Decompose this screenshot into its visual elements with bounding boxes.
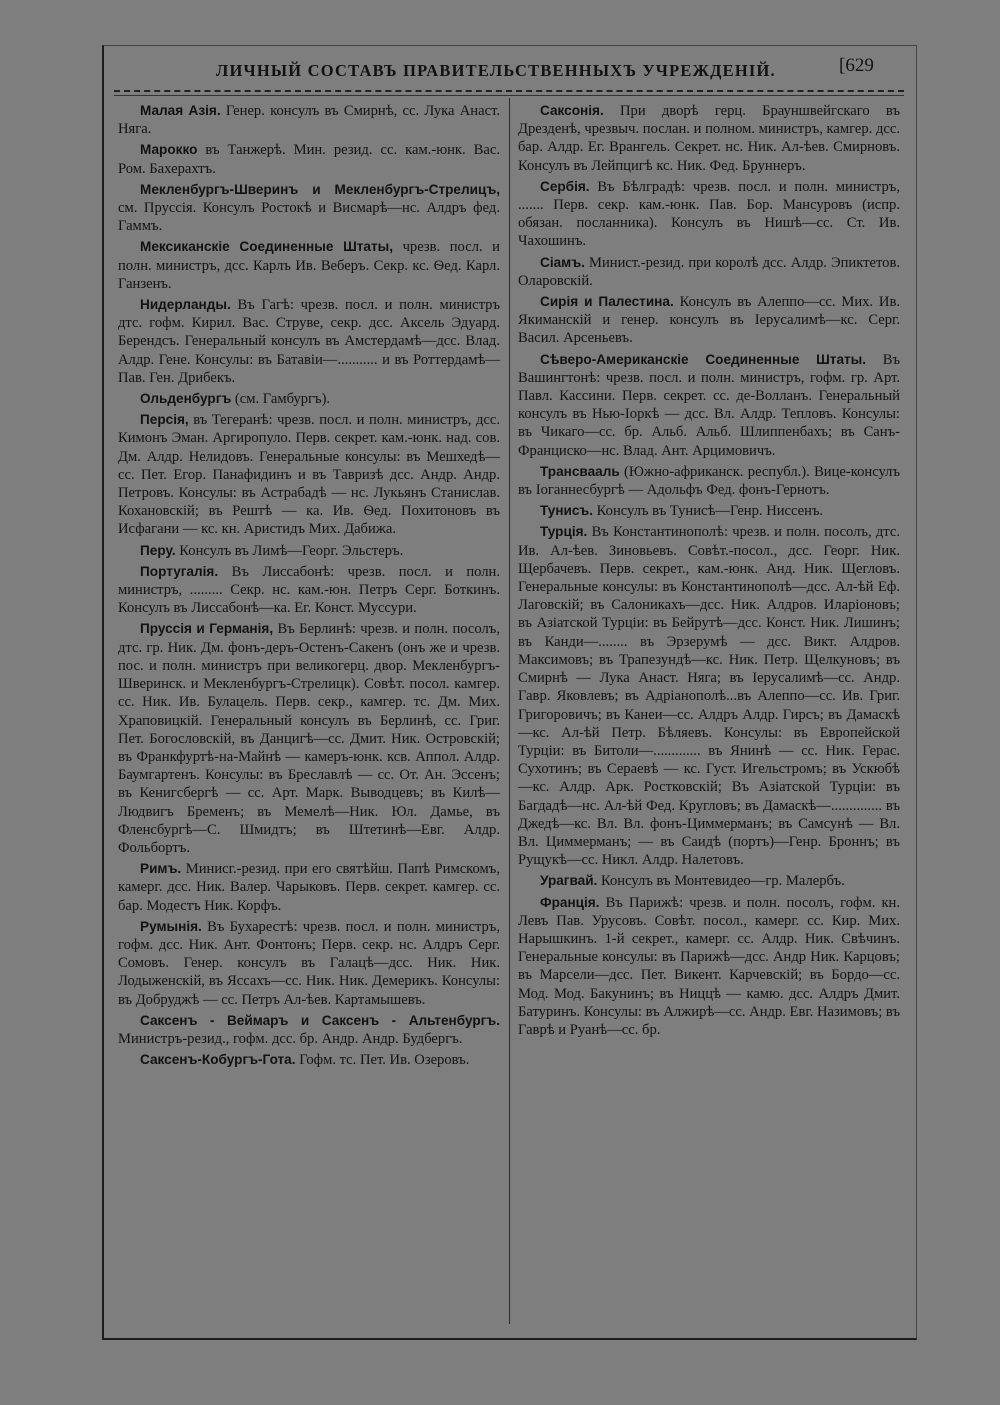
entry-heading: Франція.: [540, 894, 600, 910]
entry-text: Въ Парижѣ: чрезв. и полн. посолъ, гофм. кн. Левъ Пав. Урусовъ. Совѣт. посол., камерг. сс. Кир. Мих. Нарышкинъ. 1-й секрет., камерг. сс. Алдр. Ник. Свѣчинъ. Генеральные консулы: въ Парижѣ—дсс. Андр Ник. Карцовъ; въ Марсели—дсс. Пет. Викент. Карчевскій; въ Бордо—сс. Мод. Мод. Бакунинъ; въ Ниццѣ — камю. дсс. Алдръ Дмит. Батуринъ. Консулы: въ Алжирѣ—сс. Андр. Евг. Назимовъ; въ Гаврѣ и Руанѣ—сс. бр.: [518, 894, 900, 1038]
entry: [118, 238, 500, 293]
header-ornament-rule: [114, 90, 904, 92]
entry-heading: Саксенъ - Веймаръ и Саксенъ - Альтенбургъ.: [140, 1012, 500, 1028]
entry: [518, 523, 900, 869]
entry-text: въ Тегеранѣ: чрезв. посл. и полн. министръ, дсс. Кимонъ Эман. Аргиропуло. Перв. секрет. кам.-юнк. над. сов. Дм. Алдр. Нелидовъ. Генеральные консулы: въ Мешхедѣ—сс. Пет. Егор. Панафидинъ и въ Тавризѣ дсс. Андр. Андр. Петровъ. Консулы: въ Астрабадѣ — нс. Лукьянъ Станислав. Кохановскій; въ Рештѣ — ка. Ив. Ѳед. Похитоновъ въ Исфагани — кс. кн. Аристидъ Мих. Дабижа.: [118, 412, 500, 538]
entry-text: Въ Бѣлградѣ: чрезв. посл. и полн. министръ, ....... Перв. секр. кам.-юнк. Пав. Бор. Мансуровъ (испр. обязан. посланника). Консулъ въ Нишѣ—сс. Ст. Ив. Чахошинъ.: [518, 178, 900, 250]
entry: [518, 254, 900, 290]
entry-heading: Римъ.: [140, 861, 182, 877]
entry-text: Въ Константинополѣ: чрезв. и полн. посолъ, дтс. Ив. Ал-ѣев. Зиновьевъ. Совѣт.-посол., дсс. Георг. Ник. Щербачевъ. Перв. секрет., кам.-юнк. Анд. Ник. Щегловъ. Генеральные консулы: въ Константинополѣ—дсс. Ал-ѣй Еф. Лаговскій; въ Салоникахъ—дсс. Ник. Алдров. Иларіоновъ; въ Азіатской Турціи: въ Бейрутѣ—дсс. Конст. Ник. Лишинъ; въ Канди—........ въ Эрзерумѣ — дсс. Викт. Алдров. Максимовъ; въ Трапезундѣ—кс. Ник. Петр. Щелкуновъ; въ Смирнѣ — Лука Анаст. Няга; въ Іерусалимѣ—сс. Андр. Гавр. Яковлевъ; въ Адріанополѣ...въ Алеппо—сс. Ив. Григ. Григоровичъ; въ Канеи—сс. Алдръ Алдр. Гирсъ; въ Дамаскѣ—кс. Ал-ѣй Петр. Бѣляевъ. Консулы: въ Европейской Турціи: въ Битоли—............. въ Янинѣ — сс. Ник. Герас. Сухотинъ; въ Сераевѣ — кс. Густ. Игельстромъ; въ Ускюбѣ—кс. Алдр. Арк. Ростковскій; Въ Азіатской Турціи: въ Багдадѣ—нс. Ал-ѣй Фед. Кругловъ; въ Дамаскѣ—.............. въ Джедѣ—кс. Вл. Вл. фонъ-Циммерманъ; въ Самсунѣ — Вл. Вл. Циммерманъ; — въ Саидѣ (портъ)—Генр. Броннъ; въ Рущукѣ—сс. Никл. Алдр. Налетовъ.: [518, 524, 900, 869]
entry-text: Въ Вашингтонѣ: чрезв. посл. и полн. министръ, гофм. гр. Арт. Павл. Кассини. Перв. секрет. сс. де-Волланъ. Генеральный консулъ въ Нью-Іоркѣ — дсс. Вл. Алдр. Тепловъ. Консулы: въ Чикаго—сс. бр. Альб. Альб. Шлиппенбахъ; въ Санъ-Франциско—нс. Влад. Ант. Арцимовичъ.: [518, 351, 900, 459]
entry-text: Минист.-резид. при королѣ дсс. Алдр. Эпиктетов. Оларовскій.: [518, 254, 901, 289]
entry: [118, 411, 500, 538]
entry-heading: Ольденбургъ: [140, 391, 232, 407]
entry: [118, 620, 500, 857]
entry: [518, 894, 900, 1040]
entry-text: Минисг.-резид. при его святѣйш. Папѣ Римскомъ, камерг. дсс. Ник. Валер. Чарыковъ. Перв. секрет. камгер. сс. бар. Модестъ Ник. Корфъ.: [118, 861, 500, 914]
entry-heading: Саксонія.: [540, 103, 604, 118]
entry-heading: Мекленбургъ-Шверинъ и Мекленбургъ-Стрелицъ,: [140, 181, 500, 197]
entry-heading: Малая Азія.: [140, 103, 221, 118]
entry-text: Консулъ въ Монтевидео—гр. Малербъ.: [601, 873, 845, 890]
entry-text: (Южно-африканск. республ.). Вице-консулъ въ Іоганнесбургѣ — Адольфъ Фед. фонъ-Гернотъ.: [518, 463, 900, 499]
entry-heading: Нидерланды.: [140, 297, 231, 313]
entry: [518, 463, 900, 499]
entry-heading: Мексиканскіе Соединенные Штаты,: [140, 239, 394, 255]
entry-heading: Марокко: [140, 142, 198, 158]
entry: [118, 296, 500, 387]
entry: [118, 102, 500, 138]
entry: [518, 872, 900, 890]
entry-text: см. Пруссія. Консулъ Ростокѣ и Висмарѣ—нс. Алдръ фед. Гаммъ.: [118, 200, 500, 235]
running-title: ЛИЧНЫЙ СОСТАВЪ ПРАВИТЕЛЬСТВЕННЫХЪ УЧРЕЖДЕНІЙ.: [216, 61, 776, 80]
entry-heading: Сербія.: [540, 178, 590, 194]
entry-text: въ Танжерѣ. Мин. резид. сс. кам.-юнк. Вас. Ром. Бахерахтъ.: [118, 142, 500, 177]
entry: [118, 181, 500, 236]
entry-text: (см. Гамбургъ).: [234, 391, 331, 408]
entry-text: Министръ-резид., гофм. дсс. бр. Андр. Андр. Будбергъ.: [118, 1030, 463, 1047]
entry-heading: Перу.: [140, 542, 176, 558]
entry-text: Въ Бухарестѣ: чрезв. посл. и полн. министръ, гофм. дсс. Ник. Ант. Фонтонъ; Перв. секр. нс. Алдръ Серг. Сомовъ. Генер. консулъ въ Галацѣ—дсс. Ник. Ник. Лодыженскій, въ Яссахъ—сс. Ник. Ник. Демерикъ. Консулы: въ Добруджѣ — сс. Петръ Ал-ѣев. Картамышевъ.: [118, 918, 500, 1008]
entry-text: чрезв. посл. и полн. министръ, дсс. Карлъ Ив. Веберъ. Секр. кс. Ѳед. Карл. Ганзенъ.: [118, 239, 500, 292]
entry-heading: Тунисъ.: [540, 503, 593, 519]
entry-heading: Пруссія и Германія,: [140, 621, 274, 637]
entry-text: Гофм. тс. Пет. Ив. Озеровъ.: [299, 1052, 470, 1069]
book-page: [102, 45, 917, 1340]
entry-text: Консулъ въ Лимѣ—Георг. Эльстеръ.: [179, 542, 404, 559]
right-column: [518, 102, 900, 1042]
entry: [118, 390, 500, 408]
entry-text: Въ Берлинѣ: чрезв. и полн. посолъ, дтс. гр. Ник. Дм. фонъ-деръ-Остенъ-Сакенъ (онъ же и чрезв. пос. и полн. министръ при великогерц. двор. Мекленбургъ-Шверинск. и Мекленбургъ-Стрелицк). Совѣт. посол. камгер. сс. Ник. Ив. Булацель. Перв. секр., камгер. тс. Дм. Мих. Храповицкій. Генеральный консулъ въ Берлинѣ, сс. Григ. Пет. Богословскій, въ Данцигѣ—сс. Дмит. Ник. Островскій; въ Франкфуртѣ-на-Майнѣ — камеръ-юнк. ксв. Аппол. Алдр. Баумгартенъ. Консулы: въ Бреславлѣ — сс. От. Ан. Эссенъ; въ Кенигсбергѣ — сс. Арт. Марк. Выводцевъ; въ Килѣ—Людвигъ Бременъ; въ Мемелѣ—Ник. Юл. Дамье, въ Фленсбургѣ—С. Шмидтъ; въ Штетинѣ—Евг. Алдр. Фольбортъ.: [118, 621, 500, 856]
entry-heading: Урагвай.: [540, 873, 598, 889]
entry: [118, 542, 500, 560]
entry: [518, 178, 900, 251]
entry: [518, 293, 900, 348]
header-rule: [114, 95, 904, 96]
entry-heading: Трансвааль: [540, 463, 620, 479]
entry-heading: Сирія и Палестина.: [540, 294, 674, 310]
entry: [118, 860, 500, 915]
entry: [118, 1051, 500, 1069]
entry: [118, 918, 500, 1009]
entry-text: Генер. консулъ въ Смирнѣ, сс. Лука Анаст. Няга.: [118, 103, 500, 138]
entry: [518, 102, 900, 175]
entry-text: Въ Гагѣ: чрезв. посл. и полн. министръ дтс. гофм. Кирил. Вас. Струве, секр. дсс. Аксель Эдуард. Берендсъ. Генеральный консулъ въ Амстердамѣ—дсс. Влад. Алдр. Гене. Консулы: въ Батавіи—........... и въ Роттердамѣ—Пав. Ген. Дрибекъ.: [118, 297, 500, 386]
entry-heading: Саксенъ-Кобургъ-Гота.: [140, 1052, 296, 1068]
entry-heading: Румынія.: [140, 918, 202, 934]
column-divider: [509, 98, 510, 1324]
left-column: [118, 102, 500, 1072]
entry-text: При дворѣ герц. Брауншвейгскаго въ Дрезденѣ, чрезвыч. послан. и полном. министръ, камгер. дсс. бар. Алдр. Ег. Врангель. Секрет. нс. Ник. Ал-ѣев. Смирновъ. Консулъ въ Лейпцигѣ кс. Ник. Фед. Бруннеръ.: [518, 103, 900, 174]
entry-heading: Турція.: [540, 524, 588, 540]
entry: [518, 502, 900, 520]
entry: [518, 351, 900, 460]
entry-heading: Сѣверо-Американскіе Соединенные Штаты.: [540, 351, 867, 367]
entry: [118, 141, 500, 177]
entry-text: Консулъ въ Тунисѣ—Генр. Ниссенъ.: [596, 503, 824, 520]
page-header: [104, 49, 916, 93]
entry: [118, 1012, 500, 1048]
entry-text: Консулъ въ Алеппо—сс. Мих. Ив. Якиманскій и генер. консулъ въ Іерусалимѣ—кс. Серг. Васил. Арсеньевъ.: [518, 294, 901, 347]
entry-heading: Португалія.: [140, 563, 219, 579]
entry: [118, 563, 500, 618]
entry-heading: Персія,: [140, 412, 189, 428]
page-number: [629: [839, 55, 874, 76]
entry-text: Въ Лиссабонѣ: чрезв. посл. и полн. министръ, ......... Секр. нс. кам.-юн. Петръ Серг. Боткинъ. Консулъ въ Лиссабонѣ—ка. Ег. Конст. Муссури.: [118, 563, 500, 617]
entry-heading: Сіамъ.: [540, 254, 585, 270]
